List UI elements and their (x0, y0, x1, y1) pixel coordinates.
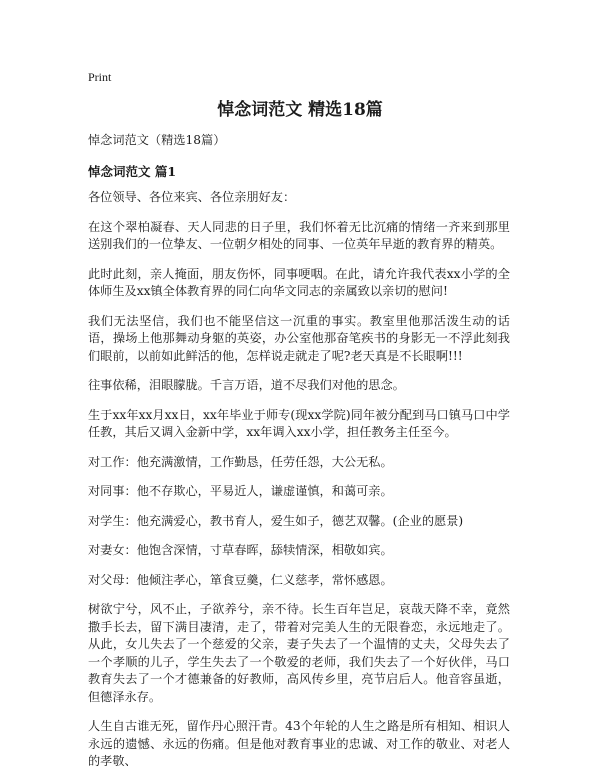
section-heading: 悼念词范文 篇1 (88, 163, 177, 179)
document-subtitle: 悼念词范文（精选18篇） (88, 133, 226, 147)
paragraph: 对工作：他充满激情，工作勤恳，任劳任怨，大公无私。 (88, 454, 393, 469)
paragraph: 生于xx年xx月xx日，xx年毕业于师专(现xx学院)同年被分配到马口镇马口中学任教，其后又调入金新中学，xx年调入xx小学，担任教务主任至今。 (88, 407, 510, 439)
print-label: Print (88, 70, 112, 84)
document-title: 悼念词范文 精选18篇 (217, 100, 383, 120)
paragraph: 我们无法坚信，我们也不能坚信这一沉重的事实。教室里他那活泼生动的话语，操场上他那舞动身躯的英姿，办公室他那奋笔疾书的身影无一不浮此刻我们眼前，以前如此鲜活的他，怎样说走就走了呢?老天真是不长眼啊!!! (88, 313, 510, 363)
paragraph: 对父母：他倾注孝心，箪食豆羹，仁义慈孝，常怀感恩。 (88, 572, 393, 587)
paragraph: 树欲宁兮，风不止，子欲养兮，亲不待。长生百年岂足，哀哉天降不幸，竟然撒手长去，留下满目凄清，走了，带着对完美人生的无限眷恋，永远地走了。从此，女儿失去了一个慈爱的父亲，妻子失去了一个温情的丈夫，父母失去了一个孝顺的儿子，学生失去了一个敬爱的老师，我们失去了一个好伙伴，马口教育失去了一个才德兼备的好教师，高风传乡里，亮节启后人。他音容虽逝，但德泽永存。 (88, 602, 510, 704)
paragraph: 此时此刻，亲人掩面，朋友伤怀，同事哽咽。在此，请允许我代表xx小学的全体师生及xx镇全体教育界的同仁向华文同志的亲属致以亲切的慰问! (88, 266, 510, 298)
paragraph: 对妻女：他饱含深情，寸草春晖，舔犊情深，相敬如宾。 (88, 543, 393, 557)
paragraph: 往事依稀，泪眼朦胧。千言万语，道不尽我们对他的思念。 (88, 378, 405, 392)
paragraph: 对同事：他不存欺心，平易近人，谦虚谨慎，和蔼可亲。 (88, 484, 393, 498)
document-body (88, 132, 510, 783)
paragraph: 各位领导、各位来宾、各位亲朋好友： (88, 190, 296, 204)
paragraph: 人生自古谁无死，留作丹心照汗青。43个年轮的人生之路是所有相知、相识人永远的遗憾、永远的伤痛。但是他对教育事业的忠诚、对工作的敬业、对老人的孝敬、 (88, 719, 510, 768)
paragraph: 对学生：他充满爱心，教书育人，爱生如子，德艺双馨。(企业的愿景) (88, 513, 464, 528)
paragraph: 在这个翠柏凝春、天人同悲的日子里，我们怀着无比沉痛的情绪一齐来到那里送别我们的一位挚友、一位朝夕相处的同事、一位英年早逝的教育界的精英。 (88, 219, 510, 251)
